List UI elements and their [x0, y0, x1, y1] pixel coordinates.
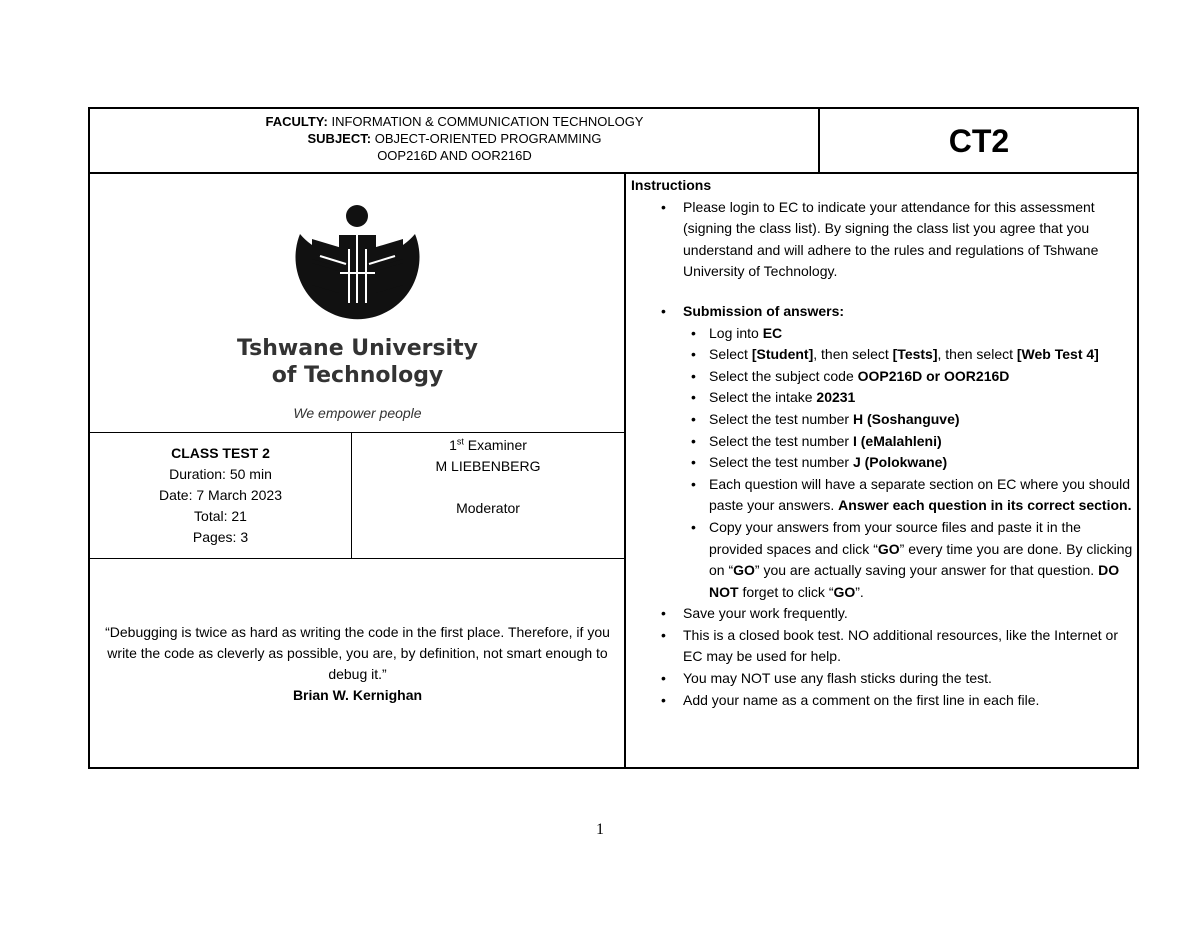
quote-cell	[90, 559, 625, 769]
instructions-list-2	[631, 301, 1133, 711]
step-copy-answers: • Copy your answers from your source files and paste it in the provided spaces and click “GO” every time you are done. By clicking on “GO” you are actually saving your answer for that question. DO NOT forget to click “GO”.	[683, 517, 1133, 603]
subject-label: SUBJECT:	[307, 131, 372, 146]
university-tagline: We empower people	[293, 405, 422, 421]
step-subject-code: • Select the subject code OOP216D or OOR216D	[683, 366, 1133, 388]
instruction-submission	[631, 301, 1133, 603]
moderator-label: Moderator	[456, 500, 520, 516]
logo-cell	[90, 173, 625, 432]
page-number: 1	[596, 821, 604, 838]
subject-value: OBJECT-ORIENTED PROGRAMMING	[374, 131, 602, 146]
module-codes: OOP216D AND OOR216D	[377, 148, 532, 163]
submission-title: Submission of answers:	[683, 302, 845, 319]
subject-line	[90, 130, 819, 147]
test-info-cell	[90, 433, 351, 558]
step-login: • Log into EC	[683, 323, 1133, 345]
instruction-flash: • You may NOT use any flash sticks during the test.	[631, 668, 1133, 690]
instructions-title: Instructions	[631, 177, 712, 193]
instruction-save: • Save your work frequently.	[631, 603, 1133, 625]
instructions-list	[631, 197, 1133, 283]
step-sections: • Each question will have a separate section on EC where you should paste your answers. Answer each question in its correct section.	[683, 474, 1133, 517]
header-cell	[90, 109, 819, 173]
examiner-name: M LIEBENBERG	[435, 458, 541, 474]
university-name-line2: of Technology	[271, 363, 444, 388]
faculty-label: FACULTY:	[265, 114, 328, 129]
cover-page-table	[88, 107, 1139, 769]
submission-steps	[683, 323, 1133, 604]
step-test-i: • Select the test number I (eMalahleni)	[683, 431, 1133, 453]
step-test-j: • Select the test number J (Polokwane)	[683, 452, 1133, 474]
step-select-menu: • Select [Student], then select [Tests], then select [Web Test 4]	[683, 344, 1133, 366]
step-intake: • Select the intake 20231	[683, 387, 1133, 409]
quote-author: Brian W. Kernighan	[292, 687, 423, 703]
instruction-closed-book: • This is a closed book test. NO additional resources, like the Internet or EC may be used for help.	[631, 625, 1133, 668]
tut-emblem-icon	[290, 199, 425, 334]
university-name-line1: Tshwane University	[237, 336, 478, 361]
examiner-cell	[352, 433, 624, 558]
test-total: Total: 21	[194, 508, 247, 524]
instruction-name-comment: • Add your name as a comment on the first line in each file.	[631, 690, 1133, 712]
faculty-value: INFORMATION & COMMUNICATION TECHNOLOGY	[331, 114, 644, 129]
instruction-attendance: • Please login to EC to indicate your attendance for this assessment (signing the class list). By signing the class list you agree that you understand and will adhere to the rules and regulations of Tshwane University of Technology.	[631, 197, 1133, 283]
test-duration: Duration: 50 min	[169, 466, 272, 482]
test-pages: Pages: 3	[192, 529, 249, 545]
test-code: CT2	[948, 122, 1010, 159]
test-date: Date: 7 March 2023	[159, 487, 282, 503]
first-examiner-label: 1st Examiner	[449, 436, 527, 453]
test-title: CLASS TEST 2	[171, 445, 270, 461]
step-test-h: • Select the test number H (Soshanguve)	[683, 409, 1133, 431]
instructions-cell	[626, 173, 1139, 769]
quote-text: “Debugging is twice as hard as writing the code in the first place. Therefore, if you write the code as cleverly as possible, you are, by definition, not smart enough to debug it.”	[105, 624, 610, 682]
faculty-line	[90, 113, 819, 130]
